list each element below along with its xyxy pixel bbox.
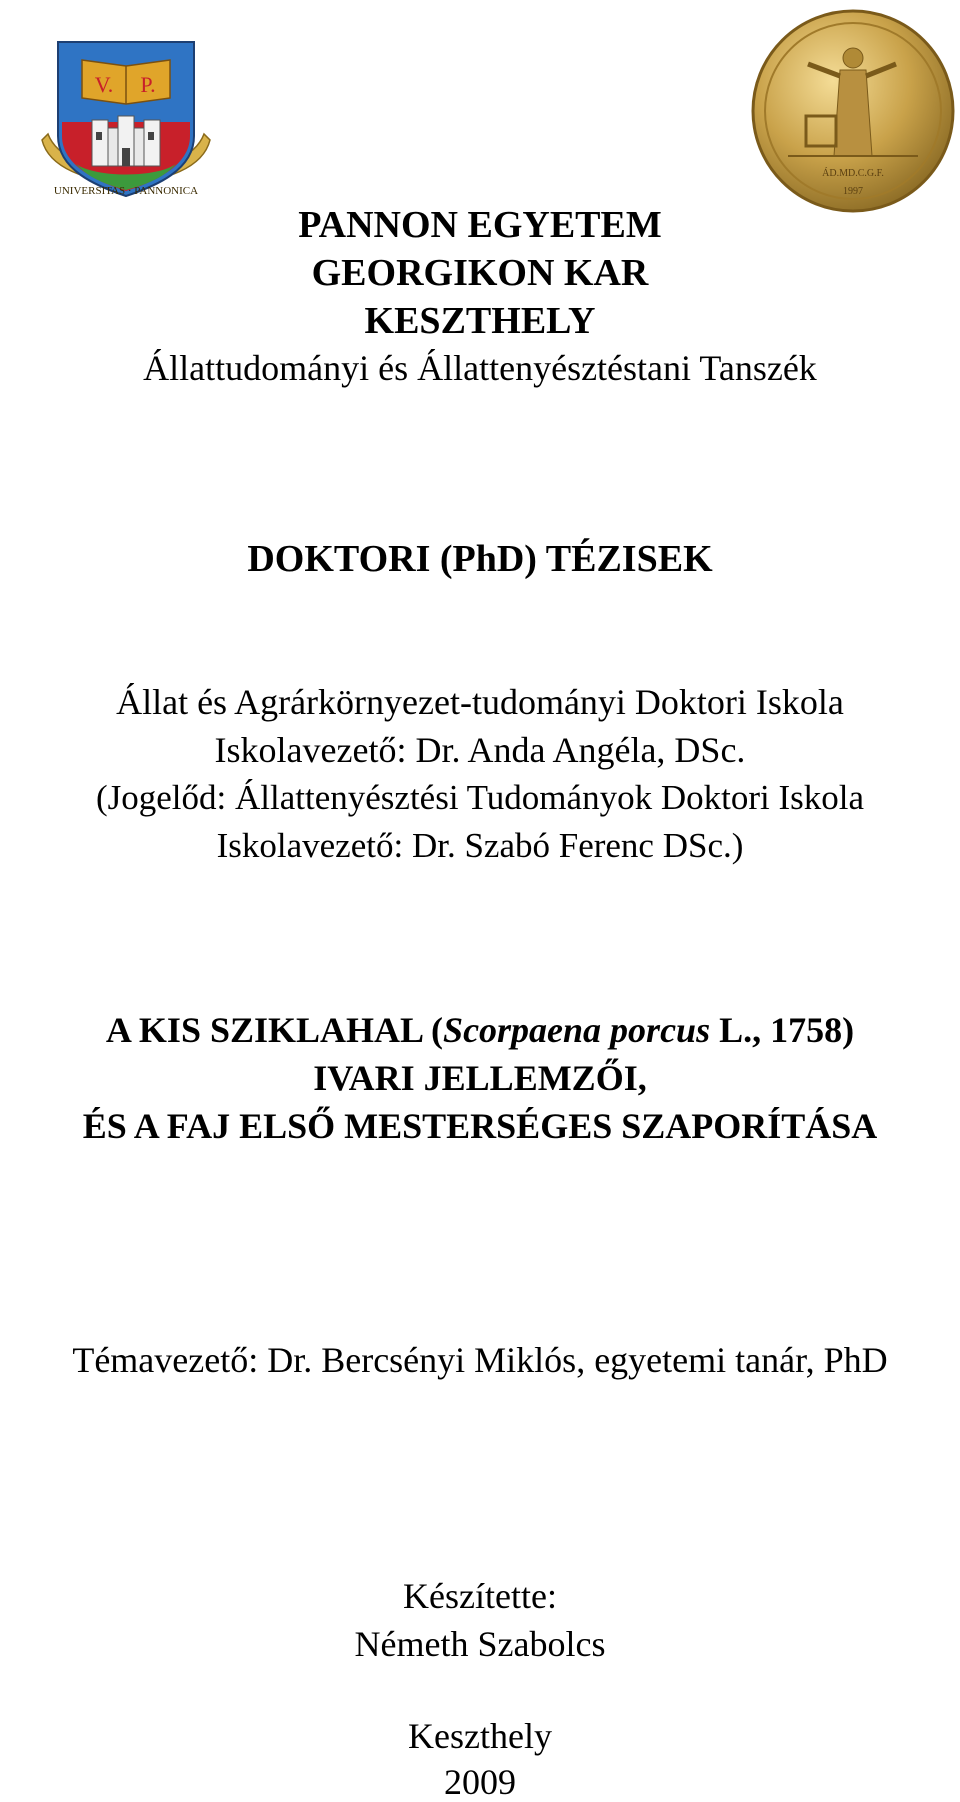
thesis-title-line-2: IVARI JELLEMZŐI, [313,1058,647,1098]
doctoral-school-head: Iskolavezető: Dr. Anda Angéla, DSc. [214,730,746,770]
city-name: KESZTHELY [364,300,596,342]
university-coat-of-arms-icon [36,36,216,212]
predecessor-school: (Jogelőd: Állattenyésztési Tudományok Doktori Iskola [96,778,864,817]
thesis-title-suffix: L., 1758) [710,1010,855,1050]
thesis-type: DOKTORI (PhD) TÉZISEK [247,538,713,580]
place: Keszthely [408,1716,552,1756]
svg-text:1997: 1997 [843,186,863,197]
thesis-title-line-3: ÉS A FAJ ELSŐ MESTERSÉGES SZAPORÍTÁSA [82,1106,878,1146]
thesis-title-prefix: A KIS SZIKLAHAL ( [105,1010,444,1050]
gold-medal-seal-icon [748,6,958,216]
author-name: Németh Szabolcs [354,1624,606,1664]
year: 2009 [444,1762,516,1802]
predecessor-head: Iskolavezető: Dr. Szabó Ferenc DSc.) [216,826,744,865]
department-name: Állattudományi és Állattenyésztéstani Tanszék [143,348,817,388]
svg-text:UNIVERSITAS · PANNONICA: UNIVERSITAS · PANNONICA [53,185,199,197]
doctoral-school-name: Állat és Agrárkörnyezet-tudományi Doktori Iskola [116,682,844,722]
author-label: Készítette: [403,1576,557,1616]
species-name: Scorpaena porcus [443,1010,711,1050]
svg-text:V.: V. [94,72,114,97]
faculty-name: GEORGIKON KAR [311,252,649,294]
university-name: PANNON EGYETEM [298,204,662,246]
svg-text:ÁD.MD.C.G.F.: ÁD.MD.C.G.F. [822,168,884,179]
thesis-title-line-1 [0,1012,960,1048]
svg-text:P.: P. [140,72,156,97]
supervisor: Témavezető: Dr. Bercsényi Miklós, egyetemi tanár, PhD [72,1340,888,1380]
